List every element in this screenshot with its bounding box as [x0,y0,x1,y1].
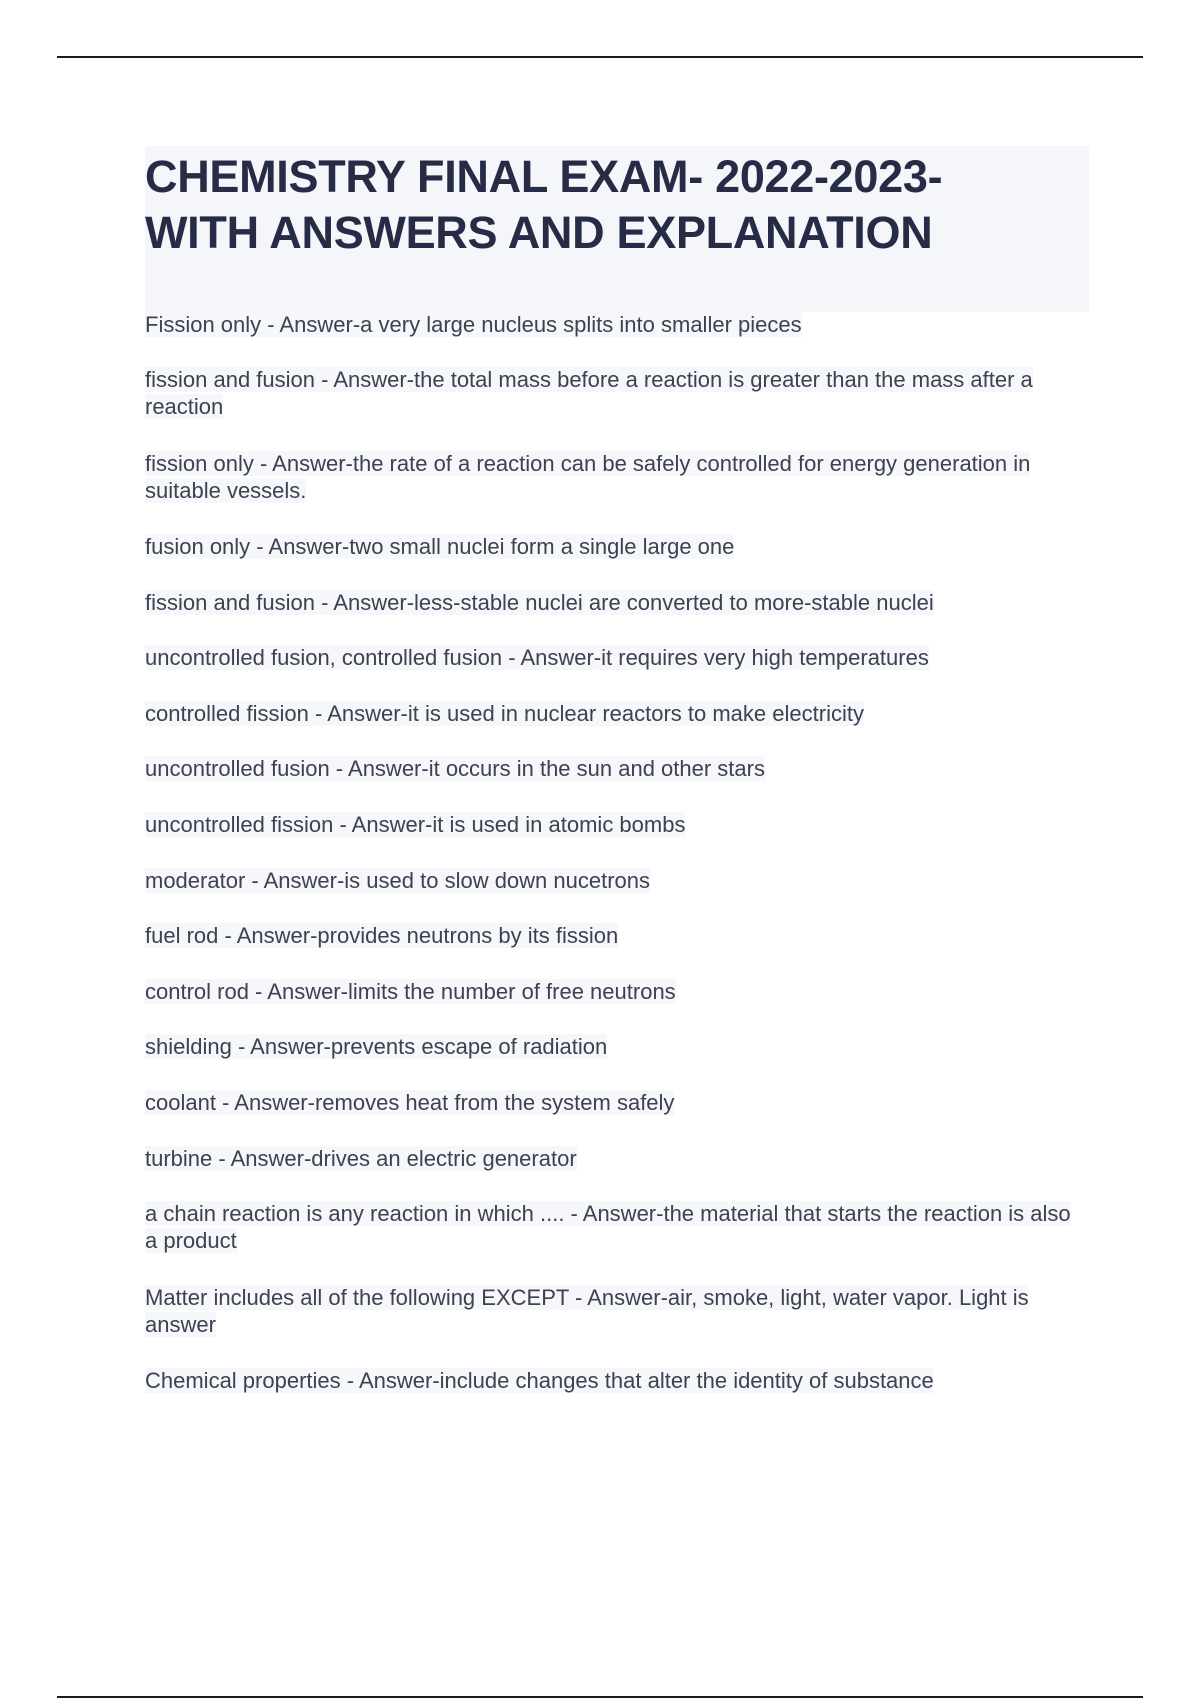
qa-item [145,533,1075,560]
qa-item [145,311,1075,338]
qa-text: uncontrolled fission - Answer-it is used in atomic bombs [145,812,686,837]
qa-item [145,811,1075,838]
qa-text: uncontrolled fusion - Answer-it occurs in the sun and other stars [145,756,765,781]
qa-item [145,1200,1075,1254]
qa-item [145,1145,1075,1172]
title-line-1: CHEMISTRY FINAL EXAM- 2022-2023- [145,151,943,202]
qa-item [145,1284,1075,1338]
qa-text: fission and fusion - Answer-the total mass before a reaction is greater than the mass after a reaction [145,367,1033,419]
qa-item [145,922,1075,949]
qa-text: Fission only - Answer-a very large nucleus splits into smaller pieces [145,312,802,337]
qa-item [145,1367,1075,1394]
qa-text: Matter includes all of the following EXCEPT - Answer-air, smoke, light, water vapor. Light is answer [145,1285,1029,1337]
qa-text: shielding - Answer-prevents escape of radiation [145,1034,608,1059]
qa-item [145,867,1075,894]
qa-item [145,1089,1075,1116]
title-block [145,146,1089,312]
title-line-2: WITH ANSWERS AND EXPLANATION [145,207,933,258]
qa-text: fusion only - Answer-two small nuclei form a single large one [145,534,735,559]
page-title [145,149,1089,261]
qa-text: moderator - Answer-is used to slow down nucetrons [145,868,651,893]
bottom-rule [57,1696,1143,1698]
qa-text: fission and fusion - Answer-less-stable nuclei are converted to more-stable nuclei [145,590,934,615]
qa-item [145,1033,1075,1060]
qa-text: Chemical properties - Answer-include changes that alter the identity of substance [145,1368,934,1393]
qa-text: coolant - Answer-removes heat from the system safely [145,1090,675,1115]
qa-item [145,644,1075,671]
qa-text: fuel rod - Answer-provides neutrons by its fission [145,923,619,948]
qa-text: fission only - Answer-the rate of a reaction can be safely controlled for energy generation in suitable vessels. [145,451,1031,503]
qa-item [145,700,1075,727]
qa-text: control rod - Answer-limits the number of free neutrons [145,979,676,1004]
qa-item [145,589,1075,616]
qa-text: a chain reaction is any reaction in which .... - Answer-the material that starts the reaction is also a product [145,1201,1071,1253]
qa-text: turbine - Answer-drives an electric generator [145,1146,577,1171]
top-rule [57,56,1143,58]
qa-list [145,311,1075,1394]
qa-item [145,366,1075,420]
qa-item [145,755,1075,782]
qa-text: controlled fission - Answer-it is used in nuclear reactors to make electricity [145,701,864,726]
qa-text: uncontrolled fusion, controlled fusion - Answer-it requires very high temperatures [145,645,929,670]
qa-item [145,978,1075,1005]
qa-item [145,450,1075,504]
